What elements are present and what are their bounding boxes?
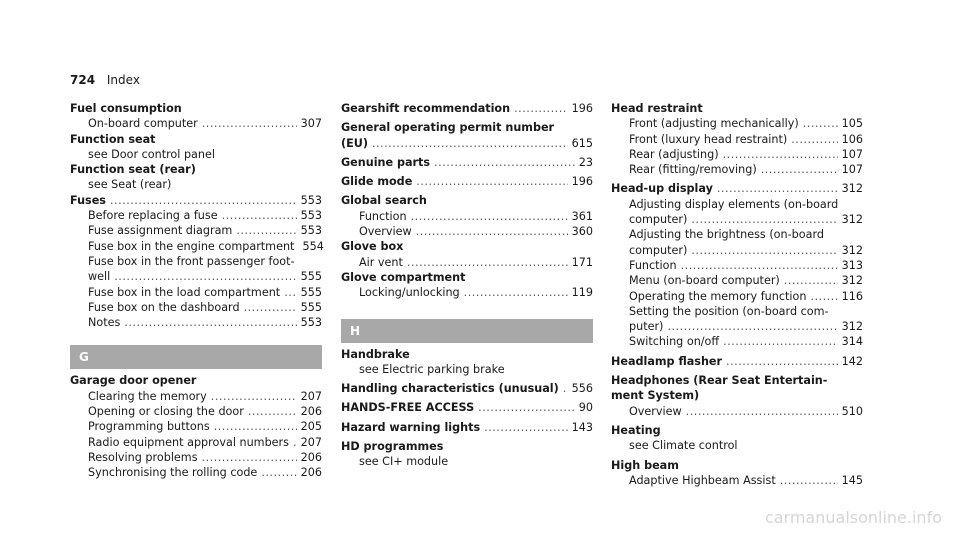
- index-term: Global search: [341, 194, 427, 208]
- index-column-1: [70, 101, 322, 481]
- index-subentry[interactable]: [611, 404, 863, 419]
- entry-text: Setting the position (on-board com-: [629, 304, 829, 318]
- page-ref: 553: [300, 209, 322, 223]
- page-ref: 555: [300, 270, 322, 284]
- section-letter-g: G: [70, 345, 322, 369]
- index-term: Handbrake: [341, 347, 410, 361]
- leader-dots: [222, 208, 297, 223]
- page-ref: 116: [841, 289, 863, 303]
- page-ref: 361: [571, 209, 593, 223]
- index-subentry[interactable]: [611, 258, 863, 273]
- leader-dots: [686, 404, 838, 419]
- leader-dots: [372, 136, 568, 151]
- entry-text: Adaptive Highbeam Assist: [629, 473, 776, 487]
- entry-text: Overview: [359, 225, 412, 239]
- entry-text: Fuse box in the engine compartment: [88, 239, 295, 253]
- leader-dots: [723, 334, 838, 349]
- index-subentry[interactable]: [70, 465, 322, 480]
- page-ref: 553: [300, 316, 322, 330]
- index-term: Fuel consumption: [70, 102, 182, 115]
- index-subentry[interactable]: [70, 435, 322, 450]
- leader-dots: [244, 300, 297, 315]
- leader-dots: [667, 319, 837, 334]
- index-term: Head restraint: [611, 102, 703, 115]
- index-term[interactable]: [341, 136, 593, 151]
- index-subentry[interactable]: [611, 473, 863, 488]
- index-term: ment System): [611, 389, 700, 403]
- entry-text: Handling characteristics (unusual): [341, 382, 559, 396]
- leader-dots: [293, 435, 297, 450]
- entry-text: Air vent: [359, 255, 403, 269]
- index-subentry[interactable]: [70, 315, 322, 330]
- entry-text: Menu (on-board computer): [629, 274, 780, 288]
- section-letter-h: H: [341, 319, 593, 343]
- page-ref: 206: [300, 405, 322, 419]
- page-ref: 555: [300, 300, 322, 314]
- index-subentry[interactable]: [611, 147, 863, 162]
- entry-text: Before replacing a fuse: [88, 209, 218, 223]
- index-term[interactable]: [341, 174, 593, 189]
- index-subentry[interactable]: [70, 450, 322, 465]
- entry-text: Fuse box in the front passenger foot-: [88, 254, 295, 268]
- page-ref: 206: [300, 466, 322, 480]
- page-ref: 312: [841, 243, 863, 257]
- entry-text: Function: [359, 209, 407, 223]
- leader-dots: [681, 258, 838, 273]
- leader-dots: [478, 400, 575, 415]
- leader-dots: [780, 473, 838, 488]
- entry-text: Headlamp flasher: [611, 354, 723, 368]
- leader-dots: [434, 155, 575, 170]
- leader-dots: [810, 289, 837, 304]
- index-subentry[interactable]: [70, 116, 322, 131]
- leader-dots: [691, 243, 837, 258]
- leader-dots: [407, 255, 568, 270]
- watermark: carmanualsonline.info: [764, 508, 942, 527]
- entry-text: Synchronising the rolling code: [88, 466, 258, 480]
- page-ref: 207: [300, 435, 322, 449]
- page-ref: 554: [302, 239, 324, 253]
- entry-text: Resolving problems: [88, 450, 198, 464]
- entry-text: Gearshift recommendation: [341, 102, 511, 115]
- page-ref: 107: [841, 163, 863, 177]
- entry-text: well: [88, 270, 111, 284]
- index-term[interactable]: [341, 155, 593, 170]
- entry-text: Switching on/off: [629, 335, 720, 349]
- entry-text: Overview: [629, 404, 682, 418]
- entry-text: Glide mode: [341, 175, 413, 189]
- entry-text: Radio equipment approval numbers: [88, 435, 289, 449]
- leader-dots: [202, 450, 297, 465]
- page-ref: 312: [841, 213, 863, 227]
- index-subentry[interactable]: [70, 389, 322, 404]
- entry-text: Notes: [88, 316, 121, 330]
- entry-text: computer): [629, 243, 688, 257]
- leader-dots: [411, 209, 568, 224]
- entry-text: Fuse assignment diagram: [88, 224, 233, 238]
- index-term: High beam: [611, 458, 679, 472]
- index-subentry[interactable]: [611, 162, 863, 177]
- page-ref: 510: [841, 404, 863, 418]
- entry-text: Fuses: [70, 193, 106, 207]
- entry-text: (EU): [341, 136, 368, 150]
- page-ref: 90: [578, 401, 593, 415]
- leader-dots: [717, 181, 838, 196]
- page-ref: 307: [300, 117, 322, 131]
- index-subentry[interactable]: [70, 419, 322, 434]
- leader-dots: [464, 285, 568, 300]
- entry-text: Adjusting the brightness (on-board: [629, 228, 824, 242]
- see-reference[interactable]: see CI+ module: [359, 455, 449, 469]
- index-subentry[interactable]: [611, 116, 863, 131]
- index-subentry[interactable]: [341, 209, 593, 224]
- page-ref: 145: [841, 473, 863, 487]
- leader-dots: [416, 174, 567, 189]
- page-ref: 119: [571, 286, 593, 300]
- page-ref: 312: [841, 320, 863, 334]
- page-ref: 207: [300, 389, 322, 403]
- page-header: [70, 73, 140, 87]
- entry-text: Operating the memory function: [629, 289, 807, 303]
- leader-dots: [110, 193, 297, 208]
- index-subentry[interactable]: [611, 212, 863, 227]
- leader-dots: [726, 354, 838, 369]
- entry-text: Front (luxury head restraint): [629, 132, 788, 146]
- index-subentry[interactable]: [70, 285, 322, 300]
- page-ref: 553: [300, 224, 322, 238]
- index-term: HD programmes: [341, 440, 444, 454]
- index-subentry[interactable]: [70, 223, 322, 238]
- entry-text: HANDS-FREE ACCESS: [341, 401, 475, 415]
- entry-text: Fuse box in the load compartment: [88, 285, 281, 299]
- page-number: 724: [70, 73, 96, 87]
- page-ref: 143: [571, 420, 593, 434]
- see-reference[interactable]: see Climate control: [629, 439, 738, 453]
- index-subentry[interactable]: [341, 255, 593, 270]
- index-term: Glove compartment: [341, 270, 466, 284]
- index-term[interactable]: [341, 101, 593, 116]
- index-subentry[interactable]: [70, 300, 322, 315]
- index-term[interactable]: [611, 354, 863, 369]
- index-subentry[interactable]: [611, 243, 863, 258]
- index-subentry[interactable]: [611, 273, 863, 288]
- index-term: Headphones (Rear Seat Entertain-: [611, 374, 828, 388]
- leader-dots: [284, 285, 296, 300]
- leader-dots: [791, 132, 837, 147]
- leader-dots: [248, 404, 297, 419]
- leader-dots: [416, 224, 568, 239]
- index-column-3: [611, 101, 863, 488]
- index-subentry[interactable]: [611, 289, 863, 304]
- leader-dots: [761, 162, 838, 177]
- page-ref: 142: [841, 354, 863, 368]
- page-ref: 105: [841, 117, 863, 131]
- entry-text: Rear (fitting/removing): [629, 163, 757, 177]
- entry-text: Hazard warning lights: [341, 420, 481, 434]
- index-term: Function seat (rear): [70, 163, 196, 177]
- see-reference[interactable]: see Electric parking brake: [359, 362, 505, 376]
- leader-dots: [803, 116, 838, 131]
- entry-text: Clearing the memory: [88, 389, 207, 403]
- index-column-2: [341, 101, 593, 470]
- see-reference[interactable]: see Door control panel: [88, 147, 215, 161]
- entry-text: Rear (adjusting): [629, 147, 719, 161]
- entry-text: computer): [629, 213, 688, 227]
- page-ref: 106: [841, 132, 863, 146]
- page-ref: 360: [571, 225, 593, 239]
- entry-text: Front (adjusting mechanically): [629, 117, 799, 131]
- index-term[interactable]: [341, 381, 593, 396]
- leader-dots: [691, 212, 837, 227]
- entry-text: Head-up display: [611, 182, 713, 196]
- entry-text: puter): [629, 320, 664, 334]
- leader-dots: [124, 315, 296, 330]
- index-subentry[interactable]: [611, 334, 863, 349]
- index-subentry[interactable]: [341, 224, 593, 239]
- leader-dots: [484, 420, 568, 435]
- index-subentry[interactable]: [70, 269, 322, 284]
- leader-dots: [236, 223, 296, 238]
- index-term[interactable]: [341, 420, 593, 435]
- index-subentry[interactable]: [341, 285, 593, 300]
- index-subentry[interactable]: [611, 132, 863, 147]
- index-term: Garage door opener: [70, 374, 197, 388]
- page-ref: 313: [841, 258, 863, 272]
- index-subentry[interactable]: [70, 208, 322, 223]
- leader-dots: [514, 101, 568, 116]
- page-ref: 314: [841, 335, 863, 349]
- page-ref: 556: [571, 382, 593, 396]
- page-ref: 196: [571, 102, 593, 115]
- page-ref: 555: [300, 285, 322, 299]
- entry-text: Function: [629, 258, 677, 272]
- index-term: Glove box: [341, 240, 404, 254]
- entry-text: On-board computer: [88, 117, 198, 131]
- leader-dots: [723, 147, 838, 162]
- leader-dots: [114, 269, 296, 284]
- entry-text: Genuine parts: [341, 155, 431, 169]
- index-subentry[interactable]: [70, 239, 322, 254]
- page-ref: 615: [571, 136, 593, 150]
- index-term: Function seat: [70, 132, 156, 146]
- entry-text: Locking/unlocking: [359, 286, 460, 300]
- page-title: Index: [106, 73, 140, 87]
- leader-dots: [211, 389, 297, 404]
- page-ref: 171: [571, 255, 593, 269]
- index-term[interactable]: [70, 193, 322, 208]
- entry-text: Fuse box on the dashboard: [88, 300, 240, 314]
- entry-text: Programming buttons: [88, 420, 210, 434]
- page-ref: 107: [841, 147, 863, 161]
- page-ref: 205: [300, 420, 322, 434]
- page-ref: 206: [300, 450, 322, 464]
- leader-dots: [563, 381, 568, 396]
- page-ref: 312: [841, 182, 863, 196]
- leader-dots: [784, 273, 838, 288]
- see-reference[interactable]: see Seat (rear): [88, 178, 172, 192]
- page-ref: 23: [578, 155, 593, 169]
- leader-dots: [214, 419, 297, 434]
- index-subentry[interactable]: [611, 319, 863, 334]
- index-term[interactable]: [611, 181, 863, 196]
- page-ref: 553: [300, 193, 322, 207]
- index-term[interactable]: [341, 400, 593, 415]
- leader-dots: [202, 116, 297, 131]
- index-term: General operating permit number: [341, 121, 555, 135]
- page-ref: 196: [571, 175, 593, 189]
- page-ref: 312: [841, 274, 863, 288]
- entry-text: Opening or closing the door: [88, 405, 244, 419]
- entry-text: Adjusting display elements (on-board: [629, 197, 839, 211]
- index-term: Heating: [611, 423, 661, 437]
- leader-dots: [261, 465, 296, 480]
- index-subentry[interactable]: [70, 404, 322, 419]
